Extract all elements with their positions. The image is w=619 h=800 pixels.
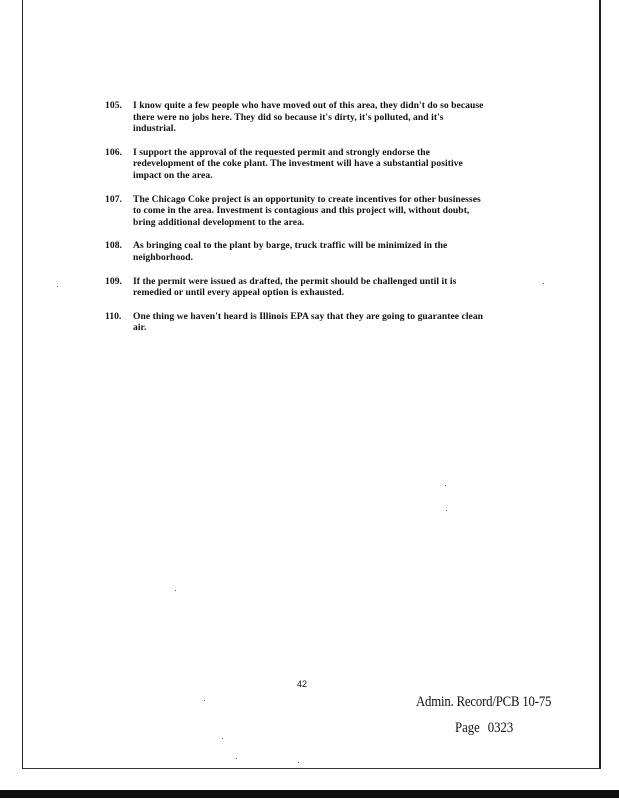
comment-item bbox=[105, 147, 515, 182]
scan-speck bbox=[57, 286, 58, 287]
comment-text: One thing we haven't heard is Illinois EPA say that they are going to guarantee clean air. bbox=[133, 310, 484, 334]
scan-speck bbox=[204, 700, 205, 701]
comment-number: 109. bbox=[105, 275, 122, 287]
scan-speck bbox=[222, 738, 223, 739]
comment-number: 108. bbox=[105, 240, 122, 252]
scan-speck bbox=[236, 758, 237, 759]
record-page-label: Page bbox=[455, 720, 480, 736]
comment-text: The Chicago Coke project is an opportunity to create incentives for other businesses to come in the area. Investment is contagious and this project will, without doubt, bring additional development to the area. bbox=[133, 193, 481, 228]
page-number: 42 bbox=[297, 679, 308, 689]
comment-item bbox=[105, 276, 515, 299]
record-page-stamp bbox=[455, 720, 513, 737]
scan-speck bbox=[445, 485, 446, 486]
scan-speck bbox=[543, 283, 544, 284]
comment-number: 106. bbox=[105, 146, 122, 158]
admin-record-label: Admin. Record/PCB 10-75 bbox=[416, 694, 552, 710]
comment-item bbox=[105, 194, 515, 229]
scan-speck bbox=[298, 762, 299, 763]
scan-speck bbox=[446, 510, 447, 511]
comment-text: I know quite a few people who have moved out of this area, they didn't do so because there were no jobs here. They did so because it's dirty, it's polluted, and it's industrial. bbox=[133, 100, 484, 135]
comment-text: I support the approval of the requested permit and strongly endorse the redevelopment of the coke plant. The investment will have a substantial positive impact on the area. bbox=[133, 146, 463, 181]
comment-list bbox=[105, 100, 515, 346]
scan-speck bbox=[175, 590, 176, 591]
comment-item bbox=[105, 100, 515, 135]
comment-number: 110. bbox=[105, 310, 122, 322]
comment-item bbox=[105, 240, 515, 263]
comment-text: If the permit were issued as drafted, the permit should be challenged until it is remedied or until every appeal option is exhausted. bbox=[133, 275, 457, 299]
comment-text: As bringing coal to the plant by barge, truck traffic will be minimized in the neighborhood. bbox=[133, 240, 448, 263]
record-page-value: 0323 bbox=[487, 720, 514, 736]
comment-number: 105. bbox=[105, 100, 122, 111]
comment-number: 107. bbox=[105, 193, 122, 205]
comment-item bbox=[105, 311, 515, 334]
scan-bottom-edge bbox=[0, 790, 619, 798]
